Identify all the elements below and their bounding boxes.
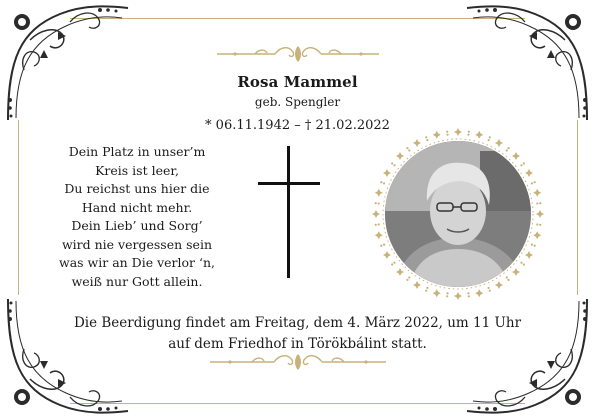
left-gold-rule xyxy=(18,120,19,295)
memorial-poem xyxy=(52,143,222,291)
poem-line: wird nie vergessen sein xyxy=(61,236,212,252)
gold-flourish-top xyxy=(215,44,381,64)
poem-line: Kreis ist leer, xyxy=(95,162,179,178)
bottom-gold-rule xyxy=(70,403,525,404)
poem-line: Dein Lieb’ und Sorg’ xyxy=(71,218,203,233)
funeral-info xyxy=(0,313,595,355)
portrait-photo xyxy=(385,141,531,287)
deceased-name: Rosa Mammel xyxy=(237,73,358,91)
poem-line: weiß nur Gott allein. xyxy=(71,273,203,289)
birth-name: geb. Spengler xyxy=(254,95,341,109)
poem-line: Du reichst uns hier die xyxy=(64,181,210,196)
photo-portrait xyxy=(385,141,531,287)
poem-line: Dein Platz in unser’m xyxy=(68,144,206,159)
life-dates: * 06.11.1942 – † 21.02.2022 xyxy=(205,118,390,133)
corner-ornament-top-left xyxy=(0,0,135,135)
poem-line: was wir an Die verlor ‘n, xyxy=(59,255,215,270)
top-gold-rule xyxy=(70,18,525,19)
gold-flourish-bottom xyxy=(208,352,388,372)
corner-ornament-top-right xyxy=(460,0,595,135)
cross-icon xyxy=(258,146,320,278)
right-gold-rule xyxy=(577,120,578,295)
funeral-line-1: Die Beerdigung findet am Freitag, dem 4. März 2022, um 11 Uhr xyxy=(73,315,522,331)
poem-line: Hand nicht mehr. xyxy=(81,199,193,215)
funeral-line-2: auf dem Friedhof in Törökbálint statt. xyxy=(168,336,427,352)
